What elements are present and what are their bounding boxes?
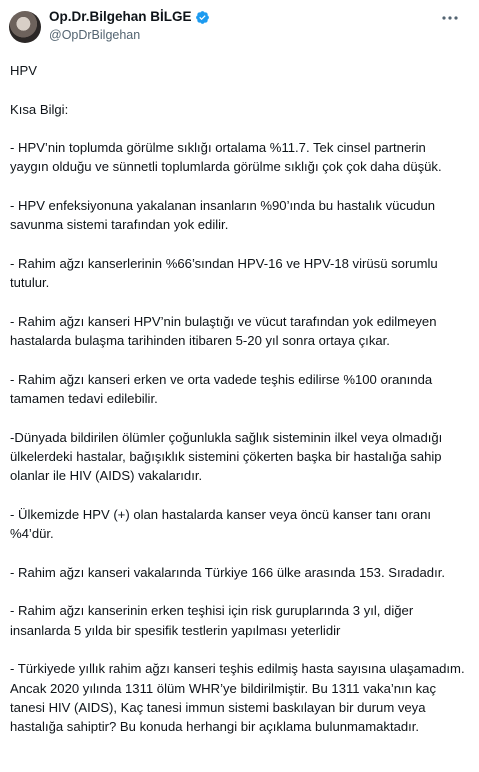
verified-badge-icon (195, 10, 210, 25)
tweet-paragraph: - Rahim ağzı kanserlerinin %66’sından HPV-16 ve HPV-18 virüsü sorumlu tutulur. (10, 255, 438, 291)
author-display-name[interactable]: Op.Dr.Bilgehan BİLGE (49, 9, 192, 24)
avatar[interactable] (9, 11, 41, 43)
author-info (49, 9, 467, 43)
tweet-paragraph: - Rahim ağzı kanseri erken ve orta vadede teşhis edilirse %100 oranında tamamen tedavi edilebilir. (10, 371, 433, 407)
name-row (49, 9, 467, 25)
tweet-paragraph: - Ülkemizde HPV (+) olan hastalarda kanser veya öncü kanser tanı oranı %4’dür. (10, 506, 432, 542)
author-handle[interactable]: @OpDrBilgehan (49, 28, 141, 42)
tweet-paragraph: HPV (10, 63, 37, 78)
tweet-paragraph: Kısa Bilgi: (10, 101, 69, 117)
tweet-paragraph: - Rahim ağzı kanserinin erken teşhisi için risk guruplarında 3 yıl, diğer insanlarda 5 yılda bir spesifik testlerin yapılması yeterlidir (10, 603, 414, 638)
tweet-paragraph: - Rahim ağzı kanseri HPV’nin bulaştığı ve vücut tarafından yok edilmeyen hastalarda bulaşma tarihinden itibaren 5-20 yıl sonra ortaya çıkar. (10, 313, 437, 349)
tweet-paragraph: -Dünyada bildirilen ölümler çoğunlukla sağlık sisteminin ilkel veya olmadığı ülkelerdeki hastalar, bağışıklık sistemini çökerten başka bir hastalığa sahip olanlar ile HIV (AIDS) vakalarıdır. (10, 429, 443, 484)
more-options-icon[interactable] (441, 12, 459, 24)
tweet-text (9, 61, 467, 736)
tweet-paragraph: - HPV’nin toplumda görülme sıklığı ortalama %11.7. Tek cinsel partnerin yaygın olduğu ve sünnetli toplumlarda görülme sıklığı çok çok daha düşük. (10, 140, 442, 175)
tweet-header (9, 9, 467, 45)
tweet-paragraph: - HPV enfeksiyonuna yakalanan insanların %90’ında bu hastalık vücudun savunma sistemi tarafından yok edilir. (10, 198, 436, 233)
tweet-paragraph: - Türkiyede yıllık rahim ağzı kanseri teşhis edilmiş hasta sayısına ulaşamadım. Ancak 2020 yılında 1311 ölüm WHR’ye bildirilmiştir. Bu 1311 vaka’nın kaç tanesi HIV (AIDS), Kaç tanesi immun sistemi baskılayan bir durum veya hastalığa sahiptir? Bu konuda herhangi bir açıklama bulunmamaktadır. (10, 661, 465, 735)
tweet-paragraph: - Rahim ağzı kanseri vakalarında Türkiye 166 ülke arasında 153. Sıradadır. (10, 564, 445, 580)
